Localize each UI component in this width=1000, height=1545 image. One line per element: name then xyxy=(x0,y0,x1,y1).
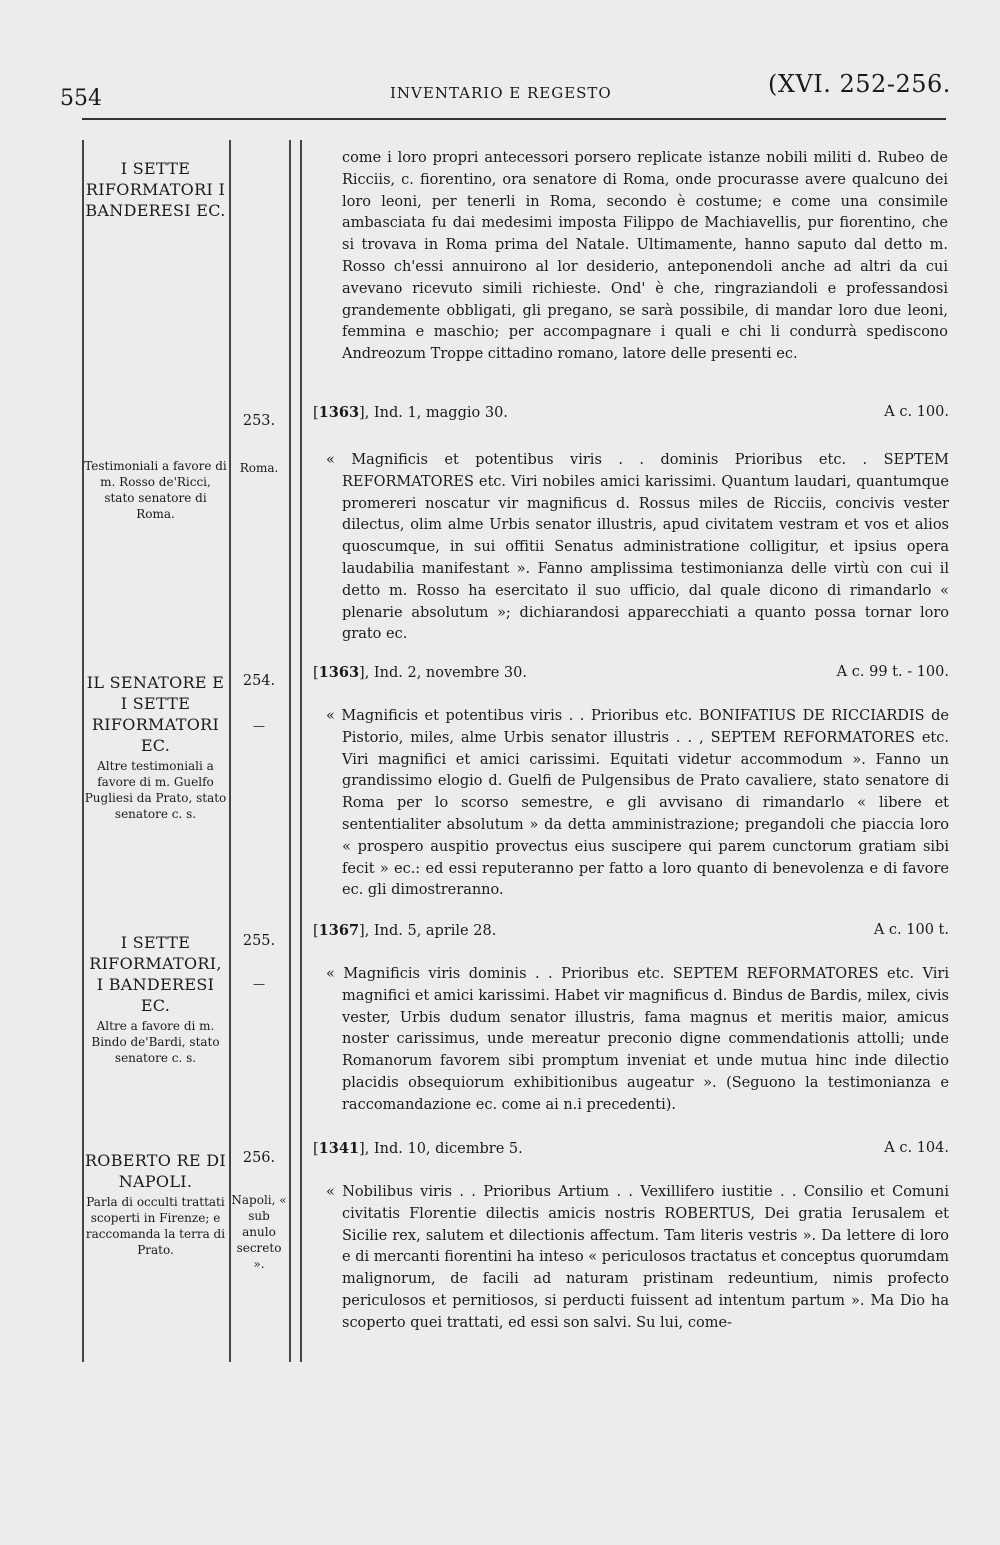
entry-place: — xyxy=(253,977,265,991)
margin-note: Altre testimoniali a favore di m. Guelfo Pugliesi da Prato, stato senatore c. s. xyxy=(84,759,227,821)
entry-text: « Magnificis viris dominis . . Prioribus etc. SEPTEM REFORMATORES etc. Viri magnifici et amici karissimi. Habet vir magnificus d. Bindus de Bardis, milex, civis vester, Urbis dudum senator illustris, fama magnus et meritis maior, amicus noster carissimus, unde mereatur preconio digne commendationis attolli; unde Romanorum favorem sibi promptum inveniat et unde mutua hinc inde dilectio placidis obsequiorum exhibitionibus augeatur ». (Seguono la testimonianza e raccomandazione ec. come ai n.i precedenti). xyxy=(326,966,949,1113)
entry-place: Roma. xyxy=(239,461,279,475)
margin-entry xyxy=(84,1150,227,1258)
document-range: (XVI. 252-256. xyxy=(768,70,951,98)
margin-entry xyxy=(84,672,227,822)
column-rule xyxy=(229,140,231,1362)
entry-date: [1341], Ind. 10, dicembre 5. xyxy=(313,1140,523,1157)
entry-text: « Nobilibus viris . . Prioribus Artium . . Vexillifero iustitie . . Consilio et Comuni civitatis Florentie dilectis amicis nostris ROBERTUS, Dei gratia Ierusalem et Sicilie rex, salutem et dilectionis affectum. Tam literis vestris ». Da lettere di loro e di mercanti fiorentini ha inteso « periculosos tractatus et conceptus quorumdam malignorum, de facili ad naturam pristinam redeuntium, nimis profecto periculosos et pernitiosos, si perducti fuissent ad intentum partum ». Ma Dio ha scoperto quei trattati, ed essi son salvi. Su lui, come- xyxy=(326,1184,949,1331)
margin-title: I SETTE RIFORMATORI, I BANDERESI EC. xyxy=(89,933,222,1015)
running-title: INVENTARIO E REGESTO xyxy=(390,84,612,102)
entry-text: « Magnificis et potentibus viris . . Prioribus etc. BONIFATIUS DE RICCIARDIS de Pistorio, miles, alme Urbis senator illustris . . , SEPTEM REFORMATORES etc. Viri magnifici et amici carissimi. Equitati videtur accommodum ». Fanno un grandissimo elogio d. Guelfi de Pulgensibus de Prato cavaliere, stato senatore di Roma per lo scorso semestre, e gli avvisano di rimandarlo « libere et sententialiter absolutum » da detta amministrazione; pregandoli che piaccia loro « prospero auspitio provectus eius suscipere qui parem cunctorum gratiam sibi fecit » ec.: ed essi reputeranno per fatto a loro quanto di benevolenza e di favore ec. gli dimostreranno. xyxy=(326,708,949,899)
margin-title-top: I SETTE RIFORMATORI I BANDERESI EC. xyxy=(85,159,226,220)
continuation-text: come i loro propri antecessori porsero replicate istanze nobili militi d. Rubeo de Ricciis, c. fiorentino, ora senatore di Roma, onde procurasse avere qualcuno dei loro leoni, per tenerli in Roma, secondo è costume; e come una consimile ambasciata fu dai medesimi imposta Filippo de Machiavellis, pur fiorentino, che si trovava in Roma prima del Natale. Ultimamente, hanno saputo dal detto m. Rosso ch'essi annuirono al lor desiderio, anteponendoli anche ad altri da cui avevano ricevuto simili richieste. Ond' è che, ringraziandoli e professandosi grandemente obbligati, gli pregano, se sarà possibile, di mandar loro due leoni, femmina e maschio; per accompagnare i quali e chi li condurrà spediscono Andreozum Troppe cittadino romano, latore delle presenti ec. xyxy=(342,150,948,363)
entry-ref: A c. 104. xyxy=(884,1140,949,1156)
entry-number: 254. xyxy=(242,673,276,689)
entry-place: — xyxy=(253,719,265,733)
entry-date: [1363], Ind. 2, novembre 30. xyxy=(313,664,527,681)
page-number: 554 xyxy=(60,86,102,111)
entry-place: Napoli, « sub anulo secreto ». xyxy=(231,1193,287,1271)
margin-title: IL SENATORE E I SETTE RIFORMATORI EC. xyxy=(86,673,225,755)
entry-heading xyxy=(313,1140,949,1157)
column-rule xyxy=(300,140,302,1362)
entry-date: [1367], Ind. 5, aprile 28. xyxy=(313,922,497,939)
margin-note: Testimoniali a favore di m. Rosso de'Ricci, stato senatore di Roma. xyxy=(84,459,227,521)
entry-heading xyxy=(313,922,949,939)
entry-ref: A c. 100 t. xyxy=(873,922,949,938)
margin-note: Altre a favore di m. Bindo de'Bardi, stato senatore c. s. xyxy=(91,1019,220,1065)
entry-ref: A c. 100. xyxy=(884,404,949,420)
entry-number: 255. xyxy=(242,933,276,949)
entry-number: 253. xyxy=(242,413,276,429)
entry-date: [1363], Ind. 1, maggio 30. xyxy=(313,404,508,421)
margin-entry xyxy=(84,932,227,1066)
margin-title: ROBERTO RE DI NAPOLI. xyxy=(84,1151,227,1191)
entry-ref: A c. 99 t. - 100. xyxy=(836,664,949,680)
margin-note: Parla di occulti trattati scoperti in Firenze; e raccomanda la terra di Prato. xyxy=(85,1195,226,1257)
entry-heading xyxy=(313,404,949,421)
column-rule xyxy=(289,140,291,1362)
entry-heading xyxy=(313,664,949,681)
entry-text: « Magnificis et potentibus viris . . dominis Prioribus etc. . SEPTEM REFORMATORES etc. Viri nobiles amici karissimi. Quantum laudari, quantumque promereri noscatur vir magnificus d. Rossus miles de Ricciis, concivis vester dilectus, olim alme Urbis senator illustris, apud civitatem vestram et vos et alios quoscumque, in sui offitii Senatus administratione colligitur, et ipsius opera laudabilia manifestant ». Fanno amplissima testimonianza delle virtù con cui il detto m. Rosso ha esercitato il suo ufficio, dal quale dicono di rimandarlo « plenarie absolutum »; dichiarandosi apparecchiati a quanto possa tornar loro grato ec. xyxy=(326,452,949,643)
header-rule xyxy=(82,118,946,120)
entry-number: 256. xyxy=(242,1150,276,1166)
